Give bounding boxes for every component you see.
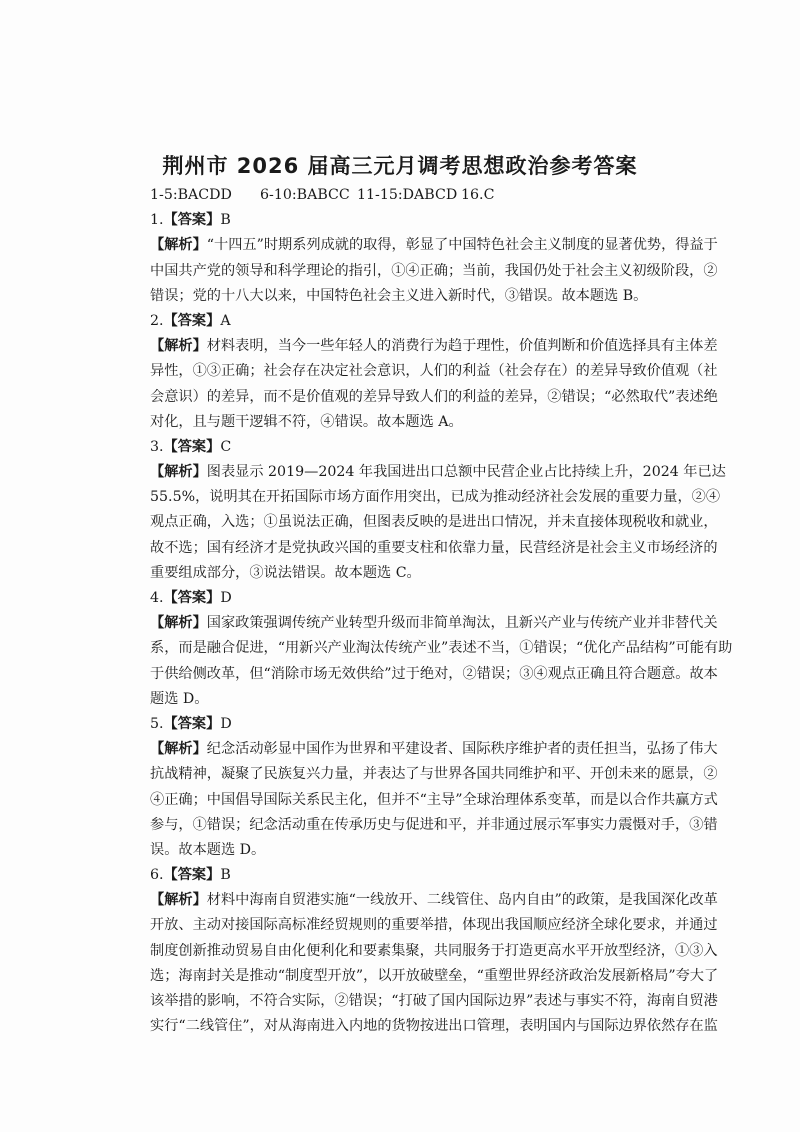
analysis-line xyxy=(150,561,652,586)
analysis-line xyxy=(150,888,718,913)
analysis-text: 误。故本题选 D。 xyxy=(150,841,266,858)
analysis-block xyxy=(150,737,718,863)
analysis-label: 【解析】 xyxy=(150,741,207,758)
analysis-line xyxy=(150,385,718,410)
answer-key-group: 6-10:BABCC xyxy=(260,187,350,203)
question-answer-line xyxy=(150,863,652,888)
analysis-text: 题选 D。 xyxy=(150,690,209,707)
analysis-line xyxy=(150,687,652,712)
analysis-text: 对化，且与题干逻辑不符，④错误。故本题选 A。 xyxy=(150,413,463,430)
analysis-text: 制度创新推动贸易自由化便利化和要素集聚，共同服务于打造更高水平开放型经济，①③入 xyxy=(150,942,718,959)
analysis-line xyxy=(150,334,718,359)
answer-value: D xyxy=(220,715,232,732)
analysis-line xyxy=(150,359,718,384)
analysis-text: 抗战精神，凝聚了民族复兴力量，并表达了与世界各国共同维护和平、开创未来的愿景，② xyxy=(150,766,718,783)
analysis-line xyxy=(150,536,718,561)
answer-label: 【答案】 xyxy=(163,438,221,455)
analysis-line xyxy=(150,838,652,863)
analysis-line xyxy=(150,788,718,813)
analysis-line xyxy=(150,989,718,1014)
question-number: 5. xyxy=(150,715,164,732)
analysis-line xyxy=(150,410,652,435)
analysis-text: 参与，①错误；纪念活动重在传承历史与促进和平，并非通过展示军事实力震慑对手，③错 xyxy=(150,816,718,833)
analysis-line xyxy=(150,284,652,309)
analysis-text: 于供给侧改革，但“消除市场无效供给”过于绝对，②错误；③④观点正确且符合题意。故本 xyxy=(150,665,718,682)
question-number: 4. xyxy=(150,590,164,606)
analysis-line xyxy=(150,737,718,762)
analysis-text: 材料表明，当今一些年轻人的消费行为趋于理性，价值判断和价值选择具有主体差 xyxy=(206,338,718,355)
answer-value: C xyxy=(220,438,232,455)
analysis-text: 实行“二线管住”，对从海南进入内地的货物按进出口管理，表明国内与国际边界依然存在监 xyxy=(150,1018,718,1035)
analysis-text: 材料中海南自贸港实施“一线放开、二线管住、岛内自由”的政策，是我国深化改革 xyxy=(206,892,718,909)
analysis-text: 会意识）的差异，而不是价值观的差异导致人们的利益的差异，②错误；“必然取代”表述绝 xyxy=(150,388,718,405)
answer-label: 【答案】 xyxy=(163,715,221,732)
answer-value: D xyxy=(220,590,232,606)
question-number: 1. xyxy=(150,212,164,229)
answer-value: B xyxy=(220,212,231,229)
analysis-line xyxy=(150,611,718,636)
analysis-line xyxy=(150,233,718,258)
answer-label: 【答案】 xyxy=(163,212,221,229)
analysis-text: 55.5%，说明其在开拓国际市场方面作用突出，已成为推动经济社会发展的重要力量，②④ xyxy=(150,489,721,506)
answer-label: 【答案】 xyxy=(163,590,221,606)
question-answer-line xyxy=(150,435,652,460)
analysis-text: 开放、主动对接国际高标准经贸规则的重要举措，体现出我国顺应经济全球化要求，并通过 xyxy=(150,917,718,934)
analysis-block xyxy=(150,888,719,1039)
answer-label: 【答案】 xyxy=(163,867,221,884)
analysis-block xyxy=(150,460,726,586)
question-answer-line xyxy=(150,208,652,233)
analysis-line xyxy=(150,1014,718,1039)
analysis-label: 【解析】 xyxy=(150,464,207,481)
question-answer-line xyxy=(150,586,652,611)
analysis-text: 中国共产党的领导和科学理论的指引，①④正确；当前，我国仍处于社会主义初级阶段，② xyxy=(150,262,718,279)
analysis-block xyxy=(150,611,733,712)
analysis-text: ④正确；中国倡导国际关系民主化，但并不“主导”全球治理体系变革，而是以合作共赢方式 xyxy=(150,791,718,808)
analysis-line xyxy=(150,913,718,938)
answer-key-group: 1-5:BACDD xyxy=(150,187,232,203)
answer-value: B xyxy=(220,867,231,884)
analysis-line xyxy=(150,510,718,535)
analysis-label: 【解析】 xyxy=(150,338,207,355)
answer-key-group: 16.C xyxy=(461,187,495,203)
answer-key-group: 11-15:DABCD xyxy=(357,187,458,203)
analysis-label: 【解析】 xyxy=(150,892,207,909)
analysis-block xyxy=(150,233,718,309)
analysis-line xyxy=(150,813,718,838)
analysis-line xyxy=(150,662,718,687)
analysis-line xyxy=(150,939,718,964)
analysis-text: 该举措的影响，不符合实际，②错误；“打破了国内国际边界”表述与事实不符，海南自贸港 xyxy=(150,993,718,1009)
analysis-line xyxy=(150,460,726,485)
question-number: 3. xyxy=(150,438,164,455)
question-answer-line xyxy=(150,309,652,334)
analysis-line xyxy=(150,762,718,787)
analysis-text: 异性，①③正确；社会存在决定社会意识，人们的利益（社会存在）的差异导致价值观（社 xyxy=(150,363,718,380)
analysis-text: 系，而是融合促进，“用新兴产业淘汰传统产业”表述不当，①错误；“优化产品结构”可能有助 xyxy=(150,640,733,657)
analysis-label: 【解析】 xyxy=(150,237,207,254)
analysis-label: 【解析】 xyxy=(150,615,207,632)
question-number: 6. xyxy=(150,867,164,884)
analysis-text: 重要组成部分，③说法错误。故本题选 C。 xyxy=(150,564,421,581)
analysis-text: 纪念活动彰显中国作为世界和平建设者、国际秩序维护者的责任担当，弘扬了伟大 xyxy=(206,741,718,758)
analysis-text: 观点正确，入选；①虽说法正确，但图表反映的是进出口情况，并未直接体现税收和就业， xyxy=(150,514,718,531)
analysis-line xyxy=(150,636,733,661)
analysis-block xyxy=(150,334,718,435)
analysis-line xyxy=(150,485,721,510)
analysis-line xyxy=(150,259,718,284)
page-title: 荆州市 2026 届高三元月调考思想政治参考答案 xyxy=(162,154,638,178)
analysis-text: 国家政策强调传统产业转型升级而非简单淘汰，且新兴产业与传统产业并非替代关 xyxy=(206,615,718,632)
analysis-text: 选；海南封关是推动“制度型开放”，以开放破壁垒，“重塑世界经济政治发展新格局”夸大了 xyxy=(150,967,719,984)
analysis-text: 图表显示 2019—2024 年我国进出口总额中民营企业占比持续上升，2024 年已达 xyxy=(206,464,726,481)
question-number: 2. xyxy=(150,312,164,329)
analysis-line xyxy=(150,964,719,989)
answer-key-row xyxy=(150,183,652,208)
question-answer-line xyxy=(150,712,652,737)
analysis-text: 错误；党的十八大以来，中国特色社会主义进入新时代，③错误。故本题选 B。 xyxy=(150,287,648,304)
answer-value: A xyxy=(220,312,231,329)
answer-content xyxy=(150,183,733,1039)
analysis-text: “十四五”时期系列成就的取得，彰显了中国特色社会主义制度的显著优势，得益于 xyxy=(206,237,718,254)
answer-label: 【答案】 xyxy=(163,312,221,329)
analysis-text: 故不选；国有经济才是党执政兴国的重要支柱和依靠力量，民营经济是社会主义市场经济的 xyxy=(150,539,718,556)
